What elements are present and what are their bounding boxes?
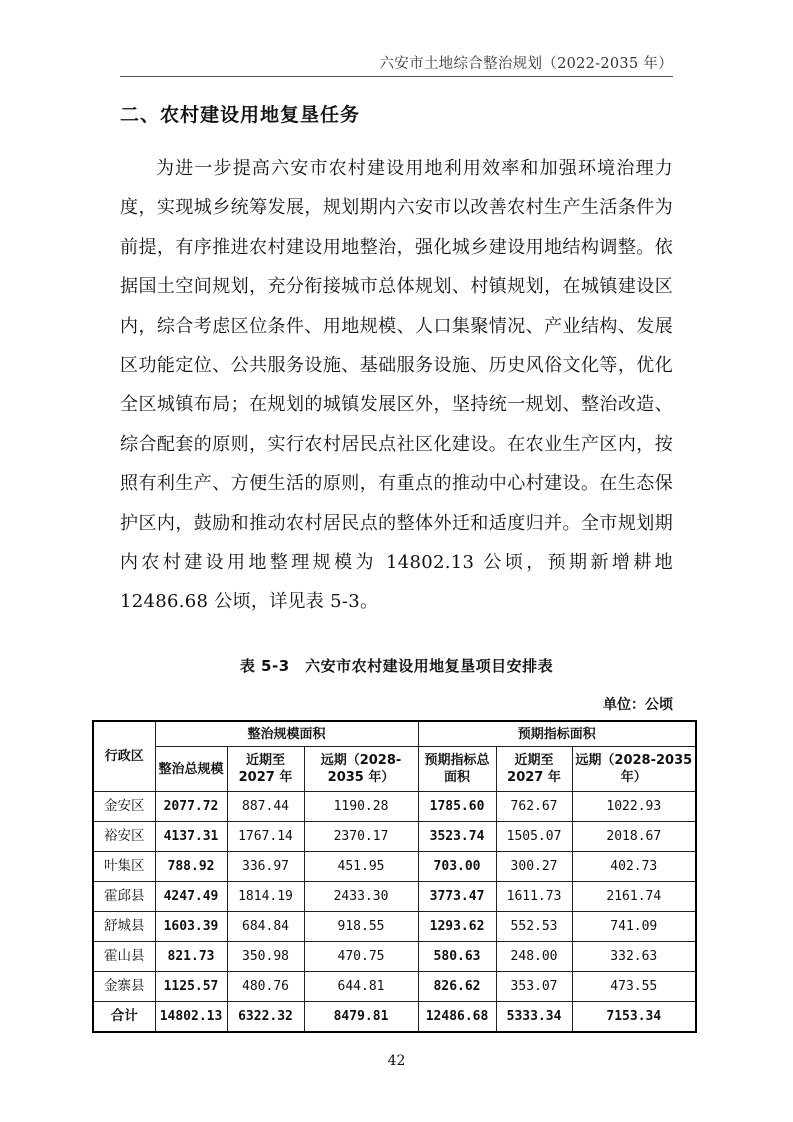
table-caption: 表 5-3 六安市农村建设用地复垦项目安排表 bbox=[239, 657, 554, 675]
body-paragraph: 为进一步提高六安市农村建设用地利用效率和加强环境治理力度，实现城乡统筹发展，规划期内六安市以改善农村生产生活条件为前提，有序推进农村建设用地整治，强化城乡建设用地结构调整。依据国土空间规划，充分衔接城市总体规划、村镇规划，在城镇建设区内，综合考虑区位条件、用地规模、人口集聚情况、产业结构、发展区功能定位、公共服务设施、基础服务设施、历史风俗文化等，优化全区城镇布局；在规划的城镇发展区外，坚持统一规划、整治改造、综合配套的原则，实行农村居民点社区化建设。在农业生产区内，按照有利生产、方便生活的原则，有重点的推动中心村建设。在生态保护区内，鼓励和推动农村居民点的整体外迁和适度归并。全市规划期内农村建设用地整理规模为 14802.13 公顷，预期新增耕地 12486.68 公顷，详见表 5-3。 bbox=[120, 158, 673, 613]
table-row bbox=[93, 942, 696, 972]
table-row bbox=[93, 792, 696, 822]
cell-total-target: 3523.74 bbox=[418, 822, 496, 852]
cell-total-scale: 14802.13 bbox=[155, 1002, 227, 1033]
cell-total-target: 580.63 bbox=[418, 942, 496, 972]
cell-district: 金寨县 bbox=[93, 972, 155, 1002]
column-group-scale: 整治规模面积 bbox=[155, 721, 418, 747]
table-row bbox=[93, 912, 696, 942]
cell-district: 金安区 bbox=[93, 792, 155, 822]
cell-far-target: 2018.67 bbox=[572, 822, 696, 852]
cell-far-target: 332.63 bbox=[572, 942, 696, 972]
cell-near-scale: 1767.14 bbox=[227, 822, 304, 852]
cell-total-target: 826.62 bbox=[418, 972, 496, 1002]
cell-near-target: 353.07 bbox=[496, 972, 572, 1002]
cell-far-target: 473.55 bbox=[572, 972, 696, 1002]
cell-total-target: 1293.62 bbox=[418, 912, 496, 942]
table-row bbox=[93, 822, 696, 852]
cell-district: 霍邱县 bbox=[93, 882, 155, 912]
cell-district: 叶集区 bbox=[93, 852, 155, 882]
cell-total-scale: 788.92 bbox=[155, 852, 227, 882]
cell-total-target: 1785.60 bbox=[418, 792, 496, 822]
column-header-far-target: 远期（2028-2035 年） bbox=[572, 747, 696, 792]
cell-far-scale: 1190.28 bbox=[304, 792, 418, 822]
cell-total-scale: 4137.31 bbox=[155, 822, 227, 852]
cell-total-scale: 4247.49 bbox=[155, 882, 227, 912]
cell-near-target: 300.27 bbox=[496, 852, 572, 882]
table-total-row bbox=[93, 1002, 696, 1033]
cell-total-target: 12486.68 bbox=[418, 1002, 496, 1033]
cell-far-scale: 644.81 bbox=[304, 972, 418, 1002]
cell-near-scale: 6322.32 bbox=[227, 1002, 304, 1033]
cell-far-scale: 8479.81 bbox=[304, 1002, 418, 1033]
cell-total-scale: 821.73 bbox=[155, 942, 227, 972]
cell-far-scale: 918.55 bbox=[304, 912, 418, 942]
cell-near-scale: 887.44 bbox=[227, 792, 304, 822]
cell-district: 舒城县 bbox=[93, 912, 155, 942]
section-title: 二、农村建设用地复垦任务 bbox=[120, 104, 361, 126]
table-row bbox=[93, 882, 696, 912]
cell-near-target: 552.53 bbox=[496, 912, 572, 942]
cell-near-scale: 336.97 bbox=[227, 852, 304, 882]
cell-far-target: 2161.74 bbox=[572, 882, 696, 912]
cell-near-target: 1611.73 bbox=[496, 882, 572, 912]
land-reclamation-table bbox=[92, 720, 697, 1033]
column-header-near-target: 近期至 2027 年 bbox=[496, 747, 572, 792]
cell-total-scale: 1125.57 bbox=[155, 972, 227, 1002]
cell-far-scale: 451.95 bbox=[304, 852, 418, 882]
table-row bbox=[93, 972, 696, 1002]
cell-near-target: 762.67 bbox=[496, 792, 572, 822]
column-header-total-target: 预期指标总面积 bbox=[418, 747, 496, 792]
cell-near-scale: 350.98 bbox=[227, 942, 304, 972]
cell-district: 合计 bbox=[93, 1002, 155, 1033]
table-row bbox=[93, 852, 696, 882]
column-header-far-scale: 远期（2028-2035 年） bbox=[304, 747, 418, 792]
cell-far-scale: 470.75 bbox=[304, 942, 418, 972]
cell-near-target: 5333.34 bbox=[496, 1002, 572, 1033]
cell-far-scale: 2370.17 bbox=[304, 822, 418, 852]
column-group-target: 预期指标面积 bbox=[418, 721, 696, 747]
cell-far-scale: 2433.30 bbox=[304, 882, 418, 912]
column-header-total-scale: 整治总规模 bbox=[155, 747, 227, 792]
cell-near-scale: 1814.19 bbox=[227, 882, 304, 912]
cell-near-target: 248.00 bbox=[496, 942, 572, 972]
cell-total-target: 3773.47 bbox=[418, 882, 496, 912]
header-divider bbox=[120, 76, 673, 77]
cell-district: 霍山县 bbox=[93, 942, 155, 972]
cell-far-target: 1022.93 bbox=[572, 792, 696, 822]
page-number: 42 bbox=[387, 1053, 406, 1069]
cell-near-target: 1505.07 bbox=[496, 822, 572, 852]
cell-near-scale: 480.76 bbox=[227, 972, 304, 1002]
cell-far-target: 741.09 bbox=[572, 912, 696, 942]
cell-near-scale: 684.84 bbox=[227, 912, 304, 942]
cell-far-target: 402.73 bbox=[572, 852, 696, 882]
cell-total-scale: 1603.39 bbox=[155, 912, 227, 942]
cell-total-scale: 2077.72 bbox=[155, 792, 227, 822]
table-unit-label: 单位：公顷 bbox=[603, 697, 673, 713]
cell-far-target: 7153.34 bbox=[572, 1002, 696, 1033]
column-header-district: 行政区 bbox=[93, 721, 155, 792]
cell-total-target: 703.00 bbox=[418, 852, 496, 882]
column-header-near-scale: 近期至 2027 年 bbox=[227, 747, 304, 792]
running-header: 六安市土地综合整治规划（2022-2035 年） bbox=[379, 56, 673, 72]
cell-district: 裕安区 bbox=[93, 822, 155, 852]
